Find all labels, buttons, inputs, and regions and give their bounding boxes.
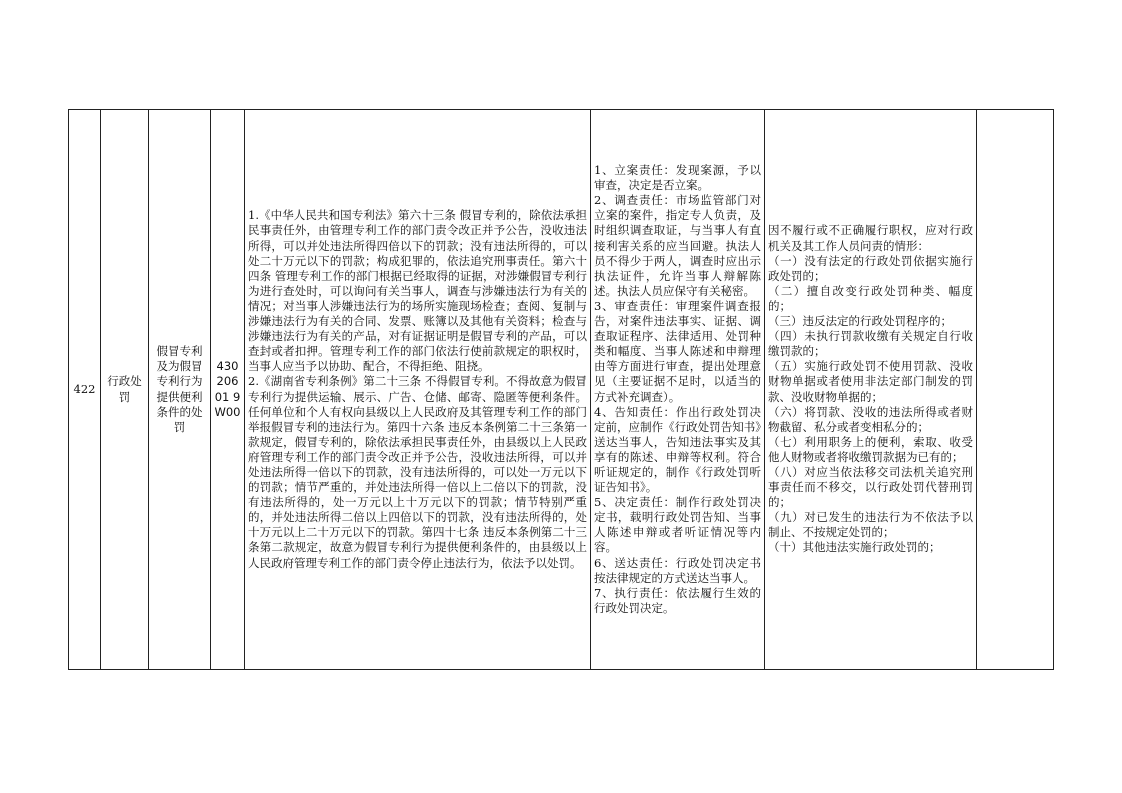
responsibility-item: 7、执行责任：依法履行生效的行政处罚决定。 [594, 585, 761, 615]
item-name: 假冒专利及为假冒专利行为提供便利条件的处罚 [149, 110, 211, 670]
accountability-list [765, 110, 977, 670]
accountability-item: （十）其他违法实施行政处罚的； [768, 540, 941, 555]
accountability-item: （二）擅自改变行政处罚种类、幅度的； [768, 283, 973, 313]
responsibility-item: 3、审查责任：审理案件调查报告，对案件违法事实、证据、调查取证程序、法律适用、处罚种类和幅度、当事人陈述和申辩理由等方面进行审查，提出处理意见（主要证据不足时，以适当的方式补充调查）。 [594, 298, 761, 404]
power-category: 行政处罚 [101, 110, 149, 670]
accountability-item: （三）违反法定的行政处罚程序的； [768, 314, 952, 329]
responsibility-list [591, 110, 765, 670]
responsibility-item: 2、调查责任：市场监管部门对立案的案件，指定专人负责，及时组织调查取证，与当事人有直接利害关系的应当回避。执法人员不得少于两人，调查时应出示执法证件，允许当事人辩解陈述。执法人员应保守有关秘密。 [594, 193, 761, 298]
accountability-item: （九）对已发生的违法行为不依法予以制止、不按规定处罚的； [768, 510, 973, 540]
responsibility-item: 4、告知责任：作出行政处罚决定前，应制作《行政处罚告知书》送达当事人，告知违法事实及其享有的陈述、申辩等权利。符合听证规定的，制作《行政处罚听证告知书》。 [594, 404, 761, 495]
accountability-item: （五）实施行政处罚不使用罚款、没收财物单据或者使用非法定部门制发的罚款、没收财物单据的； [768, 359, 973, 404]
row-number: 422 [69, 110, 101, 670]
table-row [69, 110, 1054, 670]
responsibility-item: 5、决定责任：制作行政处罚决定书，载明行政处罚告知、当事人陈述申辩或者听证情况等内容。 [594, 495, 761, 555]
power-list-table [68, 109, 1054, 670]
accountability-item: （一）没有法定的行政处罚依据实施行政处罚的； [768, 253, 973, 283]
legal-basis-text: 1.《中华人民共和国专利法》第六十三条 假冒专利的，除依法承担民事责任外，由管理专利工作的部门责令改正并予公告，没收违法所得，可以并处违法所得四倍以下的罚款；没有违法所得的，可以处二十万元以下的罚款；构成犯罪的，依法追究刑事责任。第六十四条 管理专利工作的部门根据已经取得的证据，对涉嫌假冒专利行为进行查处时，可以询问有关当事人，调查与涉嫌违法行为有关的情况；对当事人涉嫌违法行为的场所实施现场检查；查阅、复制与涉嫌违法行为有关的合同、发票、账簿以及其他有关资料；检查与涉嫌违法行为有关的产品，对有证据证明是假冒专利的产品，可以查封或者扣押。管理专利工作的部门依法行使前款规定的职权时，当事人应当予以协助、配合，不得拒绝、阻挠。 2.《湖南省专利条例》第二十三条 不得假冒专利。不得故意为假冒专利行为提供运输、展示、广告、仓储、邮寄、隐匿等便利条件。 任何单位和个人有权向县级以上人民政府及其管理专利工作的部门举报假冒专利的违法行为。第四十六条 违反本条例第二十三条第一款规定，假冒专利的，除依法承担民事责任外，由县级以上人民政府管理专利工作的部门责令改正并予公告，没收违法所得，可以并处违法所得一倍以下的罚款，没有违法所得的，可以处一万元以下的罚款；情节严重的，并处违法所得一倍以上二倍以下的罚款，没有违法所得的，处一万元以上十万元以下的罚款；情节特别严重的，并处违法所得二倍以上四倍以下的罚款，没有违法所得的，处十万元以上二十万元以下的罚款。第四十七条 违反本条例第二十三条第二款规定，故意为假冒专利行为提供便利条件的，由县级以上人民政府管理专利工作的部门责令停止违法行为，依法予以处罚。 [248, 208, 587, 570]
remarks [977, 110, 1054, 670]
accountability-item: （四）未执行罚款收缴有关规定自行收缴罚款的； [768, 329, 973, 359]
accountability-item: 因不履行或不正确履行职权，应对行政机关及其工作人员问责的情形： [768, 223, 973, 253]
item-code: 43020601 9W00 [211, 110, 245, 670]
responsibility-item: 6、送达责任：行政处罚决定书按法律规定的方式送达当事人。 [594, 555, 761, 585]
accountability-item: （八）对应当依法移交司法机关追究刑事责任而不移交，以行政处罚代替刑罚的； [768, 464, 973, 510]
legal-basis [245, 110, 591, 670]
accountability-item: （七）利用职务上的便利，索取、收受他人财物或者将收缴罚款据为已有的； [768, 434, 973, 464]
responsibility-item: 1、立案责任：发现案源，予以审查，决定是否立案。 [594, 163, 761, 193]
accountability-item: （六）将罚款、没收的违法所得或者财物截留、私分或者变相私分的； [768, 404, 973, 434]
